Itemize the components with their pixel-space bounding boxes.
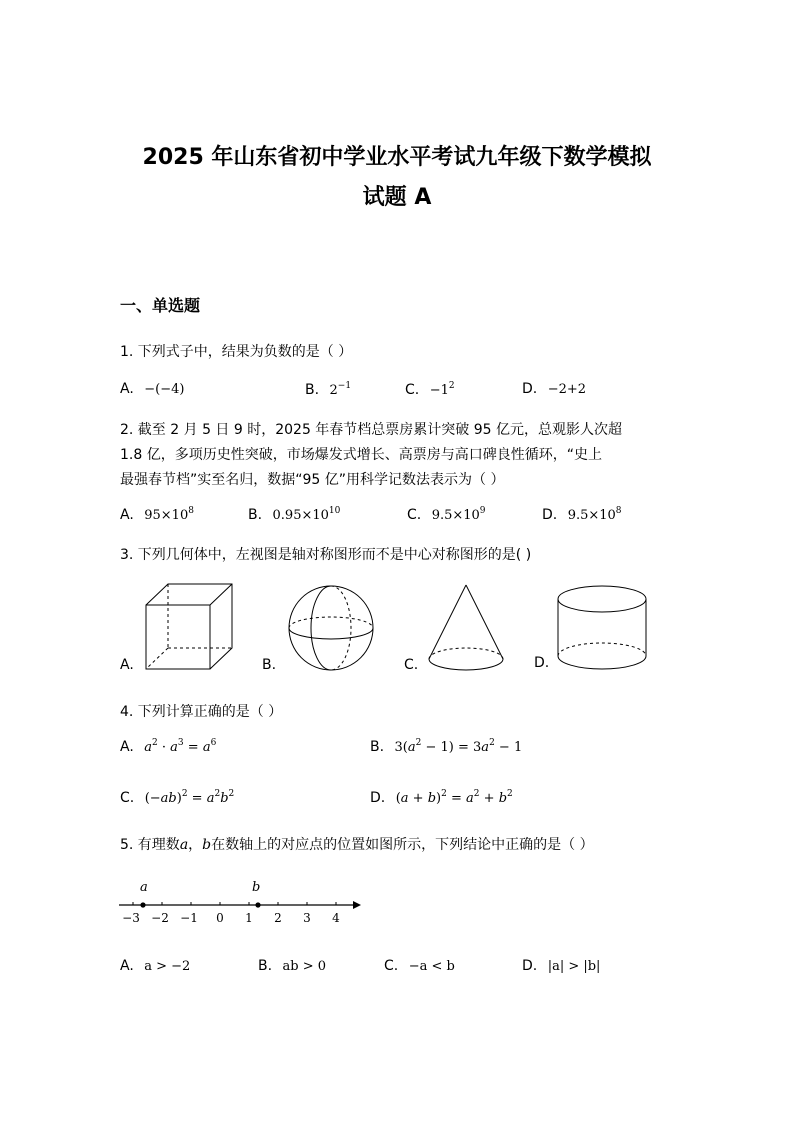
sci-coefficient: 95×10 bbox=[144, 508, 189, 523]
sci-exponent: 8 bbox=[615, 506, 622, 516]
q1-option-c bbox=[405, 381, 455, 398]
q4-option-b bbox=[370, 738, 522, 755]
formula-b: $3(a^2 - 1) = 3a^2 - 1$ bbox=[394, 738, 523, 755]
point-label-b: b bbox=[252, 880, 261, 895]
option-math: a > −2 bbox=[144, 959, 191, 974]
formula-c: $(-ab)^2 = a^2b^2$ bbox=[144, 789, 235, 806]
q3-label-d: D. bbox=[534, 655, 550, 671]
power-exponent: 2 bbox=[448, 381, 455, 391]
option-math: ab > 0 bbox=[282, 959, 327, 974]
option-math: −2+2 bbox=[547, 382, 587, 397]
power-base: −1 bbox=[429, 383, 449, 398]
option-label: C. bbox=[407, 507, 422, 523]
tick-label: −3 bbox=[122, 911, 140, 925]
q5-option-c bbox=[384, 958, 455, 974]
q3-label-a: A. bbox=[120, 657, 134, 673]
section-heading: 一、单选题 bbox=[120, 296, 201, 315]
q5-option-d bbox=[522, 958, 600, 974]
option-label: B. bbox=[370, 739, 385, 755]
q2-option-d bbox=[542, 506, 622, 523]
number-line bbox=[118, 878, 368, 928]
q3-label-b: B. bbox=[262, 657, 277, 673]
tick-label: 3 bbox=[303, 911, 311, 925]
point-b-dot bbox=[255, 902, 260, 907]
option-label: A. bbox=[120, 958, 134, 974]
q3-stem: 3. 下列几何体中，左视图是轴对称图形而不是中心对称图形的是( ) bbox=[120, 547, 532, 563]
q2-stem-line2: 1.8 亿，多项历史性突破，市场爆发式增长、高票房与高口碑良性循环，“史上 bbox=[120, 447, 602, 463]
q4-option-d bbox=[370, 789, 513, 806]
tick-label: 2 bbox=[274, 911, 282, 925]
option-math: −(−4) bbox=[144, 382, 185, 397]
q1-option-d bbox=[522, 381, 586, 397]
formula-a: $a^2 \cdot a^3 = a^6$ bbox=[144, 738, 217, 755]
option-label: D. bbox=[370, 790, 386, 806]
sci-exponent: 9 bbox=[479, 506, 486, 516]
tick-label: −2 bbox=[151, 911, 169, 925]
option-label: B. bbox=[305, 382, 320, 398]
sci-coefficient: 0.95×10 bbox=[272, 508, 329, 523]
point-label-a: a bbox=[140, 880, 148, 895]
q5-stem bbox=[120, 834, 594, 854]
option-label: D. bbox=[522, 381, 538, 397]
document-title-line2: 试题 A bbox=[362, 185, 432, 210]
tick-label: −1 bbox=[180, 911, 198, 925]
point-a-dot bbox=[140, 902, 145, 907]
sphere-figure bbox=[287, 585, 375, 671]
q4-option-c bbox=[120, 789, 234, 806]
formula-d: $(a + b)^2 = a^2 + b^2$ bbox=[395, 789, 513, 806]
q3-label-c: C. bbox=[404, 657, 419, 673]
option-label: B. bbox=[248, 507, 263, 523]
option-label: A. bbox=[120, 507, 134, 523]
q1-option-a bbox=[120, 381, 184, 397]
document-title-line1: 2025 年山东省初中学业水平考试九年级下数学模拟 bbox=[142, 145, 652, 170]
cylinder-figure bbox=[557, 585, 647, 671]
option-label: C. bbox=[120, 790, 135, 806]
q4-option-a bbox=[120, 738, 216, 755]
cube-figure bbox=[145, 583, 235, 670]
q4-stem: 4. 下列计算正确的是（ ） bbox=[120, 704, 283, 720]
q5-stem-part2: 在数轴上的对应点的位置如图所示，下列结论中正确的是（ ） bbox=[211, 837, 594, 853]
tick-label: 0 bbox=[216, 911, 224, 925]
q2-stem-line3: 最强春节档”实至名归，数据“95 亿”用科学记数法表示为（ ） bbox=[120, 472, 505, 488]
power-base: 2 bbox=[329, 383, 338, 398]
power-exponent: −1 bbox=[337, 381, 352, 391]
option-label: C. bbox=[384, 958, 399, 974]
option-label: D. bbox=[542, 507, 558, 523]
q5-sep: ， bbox=[188, 837, 203, 853]
sci-exponent: 10 bbox=[328, 506, 341, 516]
q2-stem-line1: 2. 截至 2 月 5 日 9 时，2025 年春节档总票房累计突破 95 亿元，总观影人次超 bbox=[120, 422, 623, 438]
q1-option-b bbox=[305, 381, 351, 398]
q2-option-b bbox=[248, 506, 340, 523]
option-math: −a < b bbox=[408, 959, 455, 974]
var-b: b bbox=[202, 837, 212, 853]
sci-exponent: 8 bbox=[188, 506, 194, 516]
q5-stem-part1: 5. 有理数 bbox=[120, 837, 180, 853]
q2-option-c bbox=[407, 506, 486, 523]
sci-coefficient: 9.5×10 bbox=[431, 508, 480, 523]
q5-option-b bbox=[258, 958, 326, 974]
cone-figure bbox=[428, 584, 504, 671]
option-label: B. bbox=[258, 958, 273, 974]
option-label: A. bbox=[120, 381, 134, 397]
tick-label: 1 bbox=[245, 911, 253, 925]
var-a: a bbox=[179, 837, 189, 853]
q5-option-a bbox=[120, 958, 190, 974]
sci-coefficient: 9.5×10 bbox=[567, 508, 616, 523]
q1-stem: 1. 下列式子中，结果为负数的是（ ） bbox=[120, 344, 353, 360]
option-label: A. bbox=[120, 739, 134, 755]
q2-option-a bbox=[120, 506, 194, 523]
tick-label: 4 bbox=[332, 911, 340, 925]
option-math: |a| > |b| bbox=[547, 959, 601, 974]
option-label: C. bbox=[405, 382, 420, 398]
option-label: D. bbox=[522, 958, 538, 974]
